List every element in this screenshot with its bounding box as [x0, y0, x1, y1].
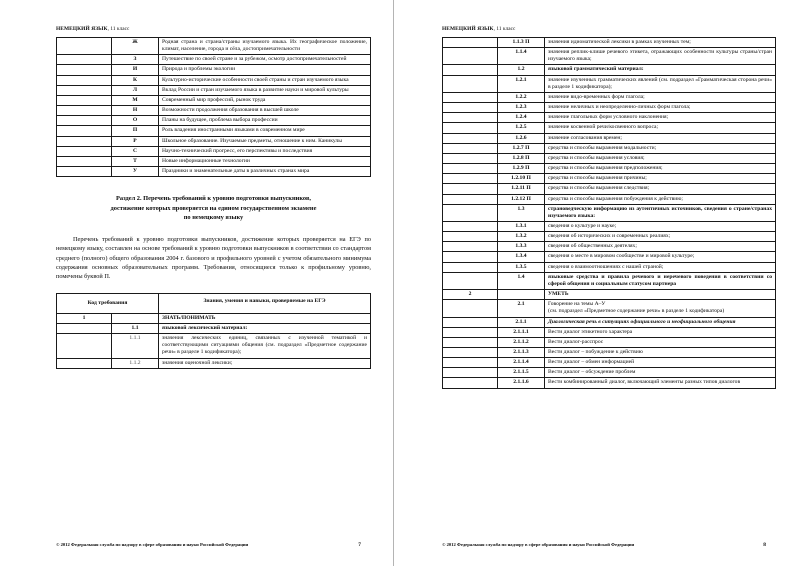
- table-row: [443, 48, 776, 65]
- requirement-code-cell: 2.1.1.4: [498, 358, 545, 368]
- requirement-code-cell: [498, 290, 545, 300]
- table-row: [443, 300, 776, 317]
- table-row: [443, 164, 776, 174]
- requirements-table-left: [56, 293, 371, 369]
- requirement-text-cell: УМЕТЬ: [545, 290, 776, 300]
- requirement-level1-cell: [443, 378, 498, 388]
- topic-text-cell: Родная страна и страна/страны изучаемого языка. Их географическое положение, климат, население, города и сёла, достопримечательности: [159, 38, 371, 55]
- header-code-column: Код требования: [57, 293, 159, 313]
- requirement-code-cell: 1.2.9 П: [498, 164, 545, 174]
- requirement-text-cell: языковые средства и правила речевого и неречевого поведения в соответствии со сферой общения и социальным статусом партнера: [545, 272, 776, 289]
- topic-spacer-cell: [57, 85, 112, 95]
- requirement-level1-cell: [443, 143, 498, 153]
- topic-text-cell: Новые информационные технологии: [159, 156, 371, 166]
- topic-text-cell: Культурно-исторические особенности своей страны и стран изучаемого языка: [159, 75, 371, 85]
- requirement-level1-cell: [443, 272, 498, 289]
- requirement-code-cell: 2.1.1.5: [498, 368, 545, 378]
- table-row: [443, 262, 776, 272]
- requirement-text-cell: Говорение на темы А–У (см. подраздел «Предметное содержание речи» в разделе 1 кодификатора): [545, 300, 776, 317]
- requirement-level1-cell: [443, 184, 498, 194]
- section-title-line-1: Раздел 2. Перечень требований к уровню подготовки выпускников,: [115, 195, 312, 203]
- requirement-text-cell: значение глагольных форм условного наклонения;: [545, 113, 776, 123]
- requirement-code-cell: 1.2.3: [498, 103, 545, 113]
- table-row: [443, 38, 776, 48]
- requirement-level1-cell: 1: [57, 313, 112, 323]
- requirement-level1-cell: [443, 65, 498, 75]
- requirement-text-cell: Вести диалог – обсуждение проблем: [545, 368, 776, 378]
- requirement-level1-cell: [443, 262, 498, 272]
- topic-letter-cell: С: [112, 146, 159, 156]
- requirement-level1-cell: [443, 174, 498, 184]
- topic-text-cell: Планы на будущее, проблема выбора профессии: [159, 116, 371, 126]
- requirement-code-cell: 2.1.1.1: [498, 327, 545, 337]
- table-row: [443, 204, 776, 221]
- requirement-level1-cell: [57, 323, 112, 333]
- requirement-text-cell: сведения о культуре и науке;: [545, 221, 776, 231]
- requirement-level1-cell: [443, 221, 498, 231]
- requirement-code-cell: 1.1.2: [112, 358, 159, 368]
- table-row: [443, 153, 776, 163]
- topic-text-cell: Путешествие по своей стране и за рубежом, осмотр достопримечательностей: [159, 55, 371, 65]
- requirement-code-cell: 1.2.7 П: [498, 143, 545, 153]
- requirement-level1-cell: [443, 123, 498, 133]
- topic-spacer-cell: [57, 156, 112, 166]
- table-header-row: [57, 293, 371, 313]
- table-row: [443, 290, 776, 300]
- table-row: [57, 156, 371, 166]
- requirement-level1-cell: [443, 92, 498, 102]
- table-row: [57, 136, 371, 146]
- table-row: [443, 327, 776, 337]
- page-right: [394, 0, 800, 566]
- topic-text-cell: Праздники и знаменательные даты в различных странах мира: [159, 167, 371, 177]
- page-number-left: 7: [358, 542, 361, 548]
- table-row: [57, 106, 371, 116]
- table-row: [443, 75, 776, 92]
- running-head-left: [56, 26, 371, 32]
- page-number-right: 8: [763, 542, 766, 548]
- table-row: [443, 184, 776, 194]
- requirement-code-cell: 1.2.10 П: [498, 174, 545, 184]
- topic-text-cell: Роль владения иностранными языками в современном мире: [159, 126, 371, 136]
- table-row: [57, 75, 371, 85]
- requirement-code-cell: 1.3.1: [498, 221, 545, 231]
- requirement-text-cell: значения идиоматической лексики в рамках изученных тем;: [545, 38, 776, 48]
- requirement-code-cell: 1.3.5: [498, 262, 545, 272]
- table-row: [57, 334, 371, 358]
- footer-copyright-left: © 2012 Федеральная служба по надзору в сфере образования и науки Российской Федерации: [56, 542, 249, 547]
- requirement-text-cell: сведения о месте в мировом сообществе и мировой культуре;: [545, 252, 776, 262]
- table-row: [57, 358, 371, 368]
- requirement-level1-cell: [443, 113, 498, 123]
- topic-text-cell: Научно-технический прогресс, его перспективы и последствия: [159, 146, 371, 156]
- requirement-text-cell: средства и способы выражения следствия;: [545, 184, 776, 194]
- requirement-code-cell: 2.1.1: [498, 317, 545, 327]
- running-head-right: [442, 26, 776, 32]
- requirement-code-cell: 1.1.4: [498, 48, 545, 65]
- requirement-level1-cell: [443, 358, 498, 368]
- table-row: [443, 317, 776, 327]
- requirement-text-cell: значение косвенной речи/косвенного вопроса;: [545, 123, 776, 133]
- page-left-content: [56, 26, 371, 554]
- topic-text-cell: Современный мир профессий, рынок труда: [159, 95, 371, 105]
- requirement-level1-cell: 2: [443, 290, 498, 300]
- topic-text-cell: Возможности продолжения образования в высшей школе: [159, 106, 371, 116]
- running-head-subject-right: НЕМЕЦКИЙ ЯЗЫК: [442, 26, 494, 32]
- topic-spacer-cell: [57, 55, 112, 65]
- requirement-code-cell: 2.1.1.3: [498, 348, 545, 358]
- requirement-code-cell: 1.1: [112, 323, 159, 333]
- topic-letter-cell: З: [112, 55, 159, 65]
- table-row: [443, 221, 776, 231]
- header-skills-column: Знания, умения и навыки, проверяемые на ЕГЭ: [159, 293, 371, 313]
- table-row: [443, 232, 776, 242]
- table-row: [443, 252, 776, 262]
- requirement-code-cell: 1.3.2: [498, 232, 545, 242]
- topic-spacer-cell: [57, 146, 112, 156]
- topic-text-cell: Природа и проблемы экологии: [159, 65, 371, 75]
- table-row: [57, 313, 371, 323]
- requirement-code-cell: 1.3: [498, 204, 545, 221]
- table-row: [443, 348, 776, 358]
- requirement-level1-cell: [443, 348, 498, 358]
- requirements-table-right: [442, 37, 776, 389]
- requirement-code-cell: 1.1.3 П: [498, 38, 545, 48]
- requirement-level1-cell: [57, 334, 112, 358]
- requirement-code-cell: 1.2.11 П: [498, 184, 545, 194]
- topic-spacer-cell: [57, 95, 112, 105]
- topic-letter-cell: К: [112, 75, 159, 85]
- requirement-text-cell: Вести диалог этикетного характера: [545, 327, 776, 337]
- requirement-code-cell: 1.2.2: [498, 92, 545, 102]
- requirement-level1-cell: [443, 252, 498, 262]
- section-title: [62, 194, 365, 223]
- requirement-level1-cell: [443, 48, 498, 65]
- table-row: [57, 85, 371, 95]
- requirement-text-cell: Вести диалог – побуждение к действию: [545, 348, 776, 358]
- topic-letter-cell: И: [112, 65, 159, 75]
- table-row: [57, 116, 371, 126]
- requirement-code-cell: 1.1.1: [112, 334, 159, 358]
- running-head-grade-left: , 11 класс: [107, 26, 130, 32]
- requirement-text-cell: Вести диалог – обмен информацией: [545, 358, 776, 368]
- requirement-text-cell: средства и способы выражения предположения;: [545, 164, 776, 174]
- requirement-text-cell: сведения об общественных деятелях;: [545, 242, 776, 252]
- table-row: [443, 337, 776, 347]
- topic-letter-cell: М: [112, 95, 159, 105]
- table-row: [443, 113, 776, 123]
- topic-spacer-cell: [57, 126, 112, 136]
- topic-letter-cell: Р: [112, 136, 159, 146]
- running-head-subject-left: НЕМЕЦКИЙ ЯЗЫК: [56, 26, 108, 32]
- table-row: [443, 123, 776, 133]
- running-head-grade-right: , 11 класс: [493, 26, 516, 32]
- table-row: [57, 126, 371, 136]
- table-row: [57, 38, 371, 55]
- topic-letter-cell: Т: [112, 156, 159, 166]
- table-row: [443, 174, 776, 184]
- table-row: [443, 133, 776, 143]
- requirement-level1-cell: [443, 133, 498, 143]
- requirement-text-cell: значения лексических единиц, связанных с изученной тематикой и соответствующими ситуациями общения (см. подраздел «Предметное содержание речи» в разделе 1 кодификатора);: [159, 334, 371, 358]
- table-row: [443, 103, 776, 113]
- requirement-text-cell: средства и способы выражения модальности;: [545, 143, 776, 153]
- requirement-level1-cell: [443, 232, 498, 242]
- requirement-text-cell: страноведческую информацию из аутентичных источников, сведения о стране/странах изучаемого языка:: [545, 204, 776, 221]
- table-row: [57, 55, 371, 65]
- topic-letter-cell: П: [112, 126, 159, 136]
- requirement-code-cell: 1.3.4: [498, 252, 545, 262]
- topic-text-cell: Вклад России и стран изучаемого языка в развитие науки и мировой культуры: [159, 85, 371, 95]
- requirement-code-cell: 1.2.4: [498, 113, 545, 123]
- topic-letter-cell: У: [112, 167, 159, 177]
- requirement-text-cell: средства и способы выражения причины;: [545, 174, 776, 184]
- requirement-level1-cell: [57, 358, 112, 368]
- requirement-text-cell: средства и способы выражения побуждения к действию;: [545, 194, 776, 204]
- requirement-text-cell: Диалогическая речь в ситуациях официального и неофициального общения: [545, 317, 776, 327]
- footer-right: [442, 542, 776, 548]
- requirement-level1-cell: [443, 164, 498, 174]
- requirement-text-cell: значения реплик-клише речевого этикета, отражающих особенности культуры страны/стран изучаемого языка;: [545, 48, 776, 65]
- requirement-code-cell: 1.2.8 П: [498, 153, 545, 163]
- requirement-text-cell: значение согласования времен;: [545, 133, 776, 143]
- requirement-text-cell: сведения об исторических и современных реалиях;: [545, 232, 776, 242]
- requirement-level1-cell: [443, 38, 498, 48]
- requirement-code-cell: 1.2.12 П: [498, 194, 545, 204]
- requirement-code-cell: 1.4: [498, 272, 545, 289]
- table-row: [57, 65, 371, 75]
- topics-table: [56, 37, 371, 177]
- requirement-text-cell: значение видо-временных форм глагола;: [545, 92, 776, 102]
- topic-spacer-cell: [57, 167, 112, 177]
- footer-copyright-right: © 2012 Федеральная служба по надзору в сфере образования и науки Российской Федерации: [442, 542, 635, 547]
- page-right-content: [442, 26, 776, 554]
- table-row: [443, 92, 776, 102]
- topic-spacer-cell: [57, 106, 112, 116]
- requirement-code-cell: 2.1.1.6: [498, 378, 545, 388]
- requirement-code-cell: 2.1.1.2: [498, 337, 545, 347]
- topic-text-cell: Школьное образование. Изучаемые предметы, отношение к ним. Каникулы: [159, 136, 371, 146]
- requirement-text-cell: значение неличных и неопределенно-личных форм глагола;: [545, 103, 776, 113]
- topic-letter-cell: Н: [112, 106, 159, 116]
- requirement-text-cell: средства и способы выражения условия;: [545, 153, 776, 163]
- requirement-level1-cell: [443, 242, 498, 252]
- requirement-level1-cell: [443, 368, 498, 378]
- requirement-level1-cell: [443, 300, 498, 317]
- topic-letter-cell: Л: [112, 85, 159, 95]
- requirement-level1-cell: [443, 327, 498, 337]
- requirement-text-cell: Вести комбинированный диалог, включающий элементы разных типов диалогов: [545, 378, 776, 388]
- table-row: [443, 194, 776, 204]
- table-row: [443, 378, 776, 388]
- requirement-code-cell: 1.2.6: [498, 133, 545, 143]
- requirement-text-cell: значение изученных грамматических явлений (см. подраздел «Грамматическая сторона речи» в разделе 1 кодификатора);: [545, 75, 776, 92]
- requirement-code-cell: 1.3.3: [498, 242, 545, 252]
- page-left: [0, 0, 394, 566]
- table-row: [443, 65, 776, 75]
- requirement-code-cell: 2.1: [498, 300, 545, 317]
- requirement-text-cell: ЗНАТЬ/ПОНИМАТЬ: [159, 313, 371, 323]
- section-paragraph: Перечень требований к уровню подготовки выпускников, достижение которых проверяется на ЕГЭ по немецкому языку, составлен на основе требований к уровню подготовки выпускников в соответствии со стандартом среднего (полного) общего образования 2004 г. базового и профильного уровней с учетом обязательного минимума содержания основных образовательных программ. Требования, относящиеся только к профильному уровню, помечены буквой П.: [56, 236, 371, 281]
- table-row: [57, 323, 371, 333]
- requirement-level1-cell: [443, 194, 498, 204]
- requirement-level1-cell: [443, 317, 498, 327]
- topic-spacer-cell: [57, 116, 112, 126]
- section-title-line-2: достижение которых проверяется на едином государственном экзамене: [110, 204, 317, 212]
- requirement-level1-cell: [443, 103, 498, 113]
- topic-letter-cell: Ж: [112, 38, 159, 55]
- table-row: [57, 167, 371, 177]
- table-row: [443, 272, 776, 289]
- requirement-text-cell: сведения о взаимоотношениях с нашей страной;: [545, 262, 776, 272]
- topic-spacer-cell: [57, 65, 112, 75]
- table-row: [443, 358, 776, 368]
- requirement-level1-cell: [443, 75, 498, 92]
- requirement-text-cell: языковой грамматический материал:: [545, 65, 776, 75]
- table-row: [443, 242, 776, 252]
- requirement-text-cell: языковой лексический материал:: [159, 323, 371, 333]
- requirement-code-cell: [112, 313, 159, 323]
- table-row: [57, 95, 371, 105]
- table-row: [443, 143, 776, 153]
- topic-spacer-cell: [57, 75, 112, 85]
- requirement-code-cell: 1.2.1: [498, 75, 545, 92]
- topic-spacer-cell: [57, 136, 112, 146]
- requirement-text-cell: Вести диалог-расспрос: [545, 337, 776, 347]
- requirement-level1-cell: [443, 204, 498, 221]
- table-row: [443, 368, 776, 378]
- requirement-text-cell: значения оценочной лексики;: [159, 358, 371, 368]
- requirement-level1-cell: [443, 153, 498, 163]
- requirement-level1-cell: [443, 337, 498, 347]
- footer-left: [56, 542, 371, 548]
- topic-letter-cell: О: [112, 116, 159, 126]
- requirement-code-cell: 1.2.5: [498, 123, 545, 133]
- requirement-code-cell: 1.2: [498, 65, 545, 75]
- table-row: [57, 146, 371, 156]
- topic-spacer-cell: [57, 38, 112, 55]
- section-title-line-3: по немецкому языку: [183, 214, 244, 222]
